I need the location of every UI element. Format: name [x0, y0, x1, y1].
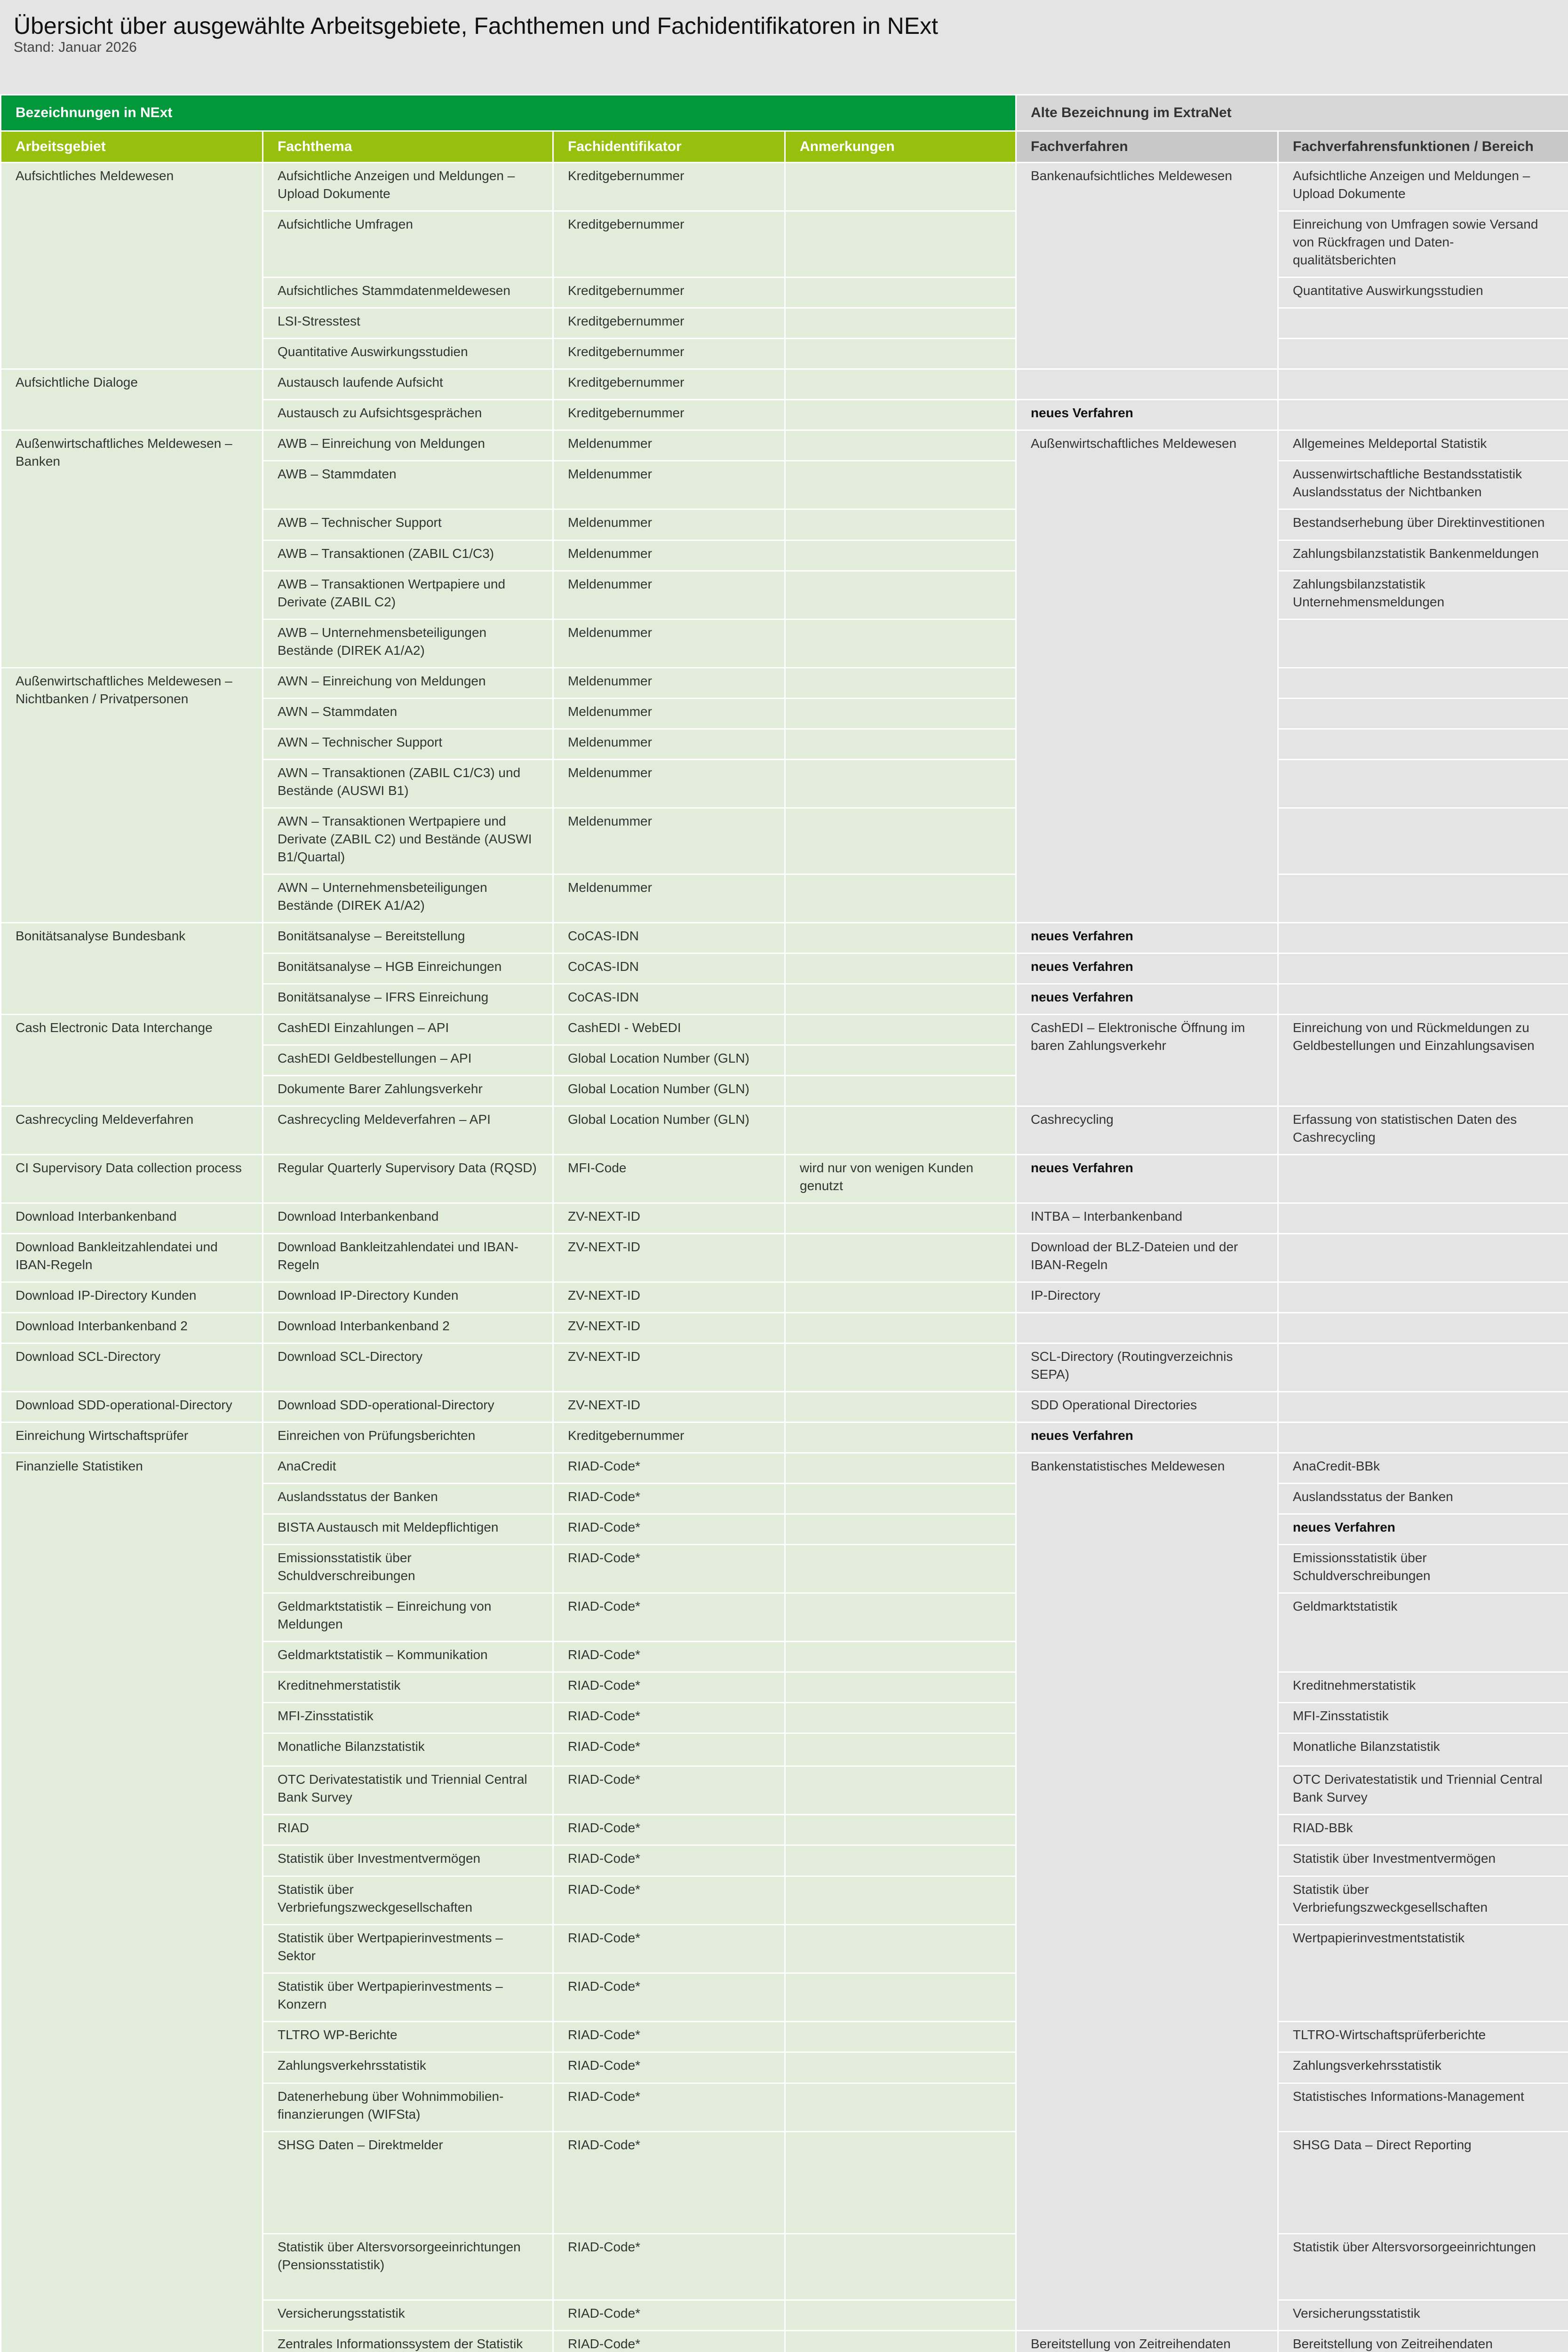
- cell-fachidentifikator: Meldenummer: [553, 430, 785, 461]
- table-row: [1, 1203, 1568, 1234]
- cell-funktionen: [1278, 1422, 1568, 1453]
- cell-fachverfahren: neues Verfahren: [1016, 923, 1278, 954]
- cell-anmerkungen: [785, 339, 1016, 369]
- cell-fachidentifikator: CoCAS-IDN: [553, 984, 785, 1015]
- cell-funktionen: Statistisches Informations-Management: [1278, 2083, 1568, 2132]
- cell-fachidentifikator: RIAD-Code*: [553, 2052, 785, 2083]
- cell-funktionen: [1278, 1155, 1568, 1203]
- page-title: Übersicht über ausgewählte Arbeitsgebiete, Fachthemen und Fachidentifikatoren in NExt: [14, 13, 939, 39]
- cell-fachthema: Geldmarktstatistik – Einreichung von Meldungen: [263, 1593, 553, 1642]
- cell-fachidentifikator: Meldenummer: [553, 620, 785, 668]
- cell-fachthema: Statistik über Wertpapierinvestments – Konzern: [263, 1973, 553, 2022]
- cell-anmerkungen: [785, 2331, 1016, 2352]
- cell-fachthema: Download Bankleitzahlendatei und IBAN-Regeln: [263, 1234, 553, 1282]
- cell-anmerkungen: [785, 1045, 1016, 1076]
- cell-anmerkungen: [785, 1766, 1016, 1815]
- cell-funktionen: neues Verfahren: [1278, 1514, 1568, 1545]
- cell-funktionen: OTC Derivatestatistik und Triennial Central Bank Survey: [1278, 1766, 1568, 1815]
- cell-fachidentifikator: ZV-NEXT-ID: [553, 1234, 785, 1282]
- table-row: [1, 668, 1568, 699]
- cell-fachthema: Download Interbankenband 2: [263, 1313, 553, 1343]
- cell-fachidentifikator: Kreditgebernummer: [553, 400, 785, 430]
- cell-fachidentifikator: CoCAS-IDN: [553, 954, 785, 984]
- cell-funktionen: AnaCredit-BBk: [1278, 1453, 1568, 1484]
- cell-fachthema: Download Interbankenband: [263, 1203, 553, 1234]
- cell-fachidentifikator: RIAD-Code*: [553, 1514, 785, 1545]
- cell-funktionen: Zahlungsverkehrsstatistik: [1278, 2052, 1568, 2083]
- cell-funktionen: Aussenwirtschaftliche Bestandsstatistik Auslandsstatus der Nichtbanken: [1278, 461, 1568, 509]
- cell-fachidentifikator: RIAD-Code*: [553, 1672, 785, 1703]
- cell-funktionen: Erfassung von statistischen Daten des Cashrecycling: [1278, 1106, 1568, 1155]
- cell-fachidentifikator: RIAD-Code*: [553, 1925, 785, 1973]
- cell-funktionen: Geldmarktstatistik: [1278, 1593, 1568, 1672]
- cell-fachidentifikator: RIAD-Code*: [553, 2234, 785, 2300]
- column-header-fachverfahren: Fachverfahren: [1016, 131, 1278, 163]
- cell-fachidentifikator: RIAD-Code*: [553, 1703, 785, 1733]
- cell-fachthema: Statistik über Altersvorsorgeeinrichtungen (Pensionsstatistik): [263, 2234, 553, 2300]
- cell-funktionen: Monatliche Bilanzstatistik: [1278, 1733, 1568, 1766]
- table-row: [1, 1015, 1568, 1045]
- cell-arbeitsgebiet: Außenwirtschaftliches Meldewesen – Nichtbanken / Privatpersonen: [1, 668, 263, 923]
- cell-funktionen: Zahlungsbilanzstatistik Unternehmensmeldungen: [1278, 571, 1568, 620]
- cell-funktionen: [1278, 1234, 1568, 1282]
- cell-fachidentifikator: RIAD-Code*: [553, 1593, 785, 1642]
- cell-anmerkungen: wird nur von wenigen Kunden genutzt: [785, 1155, 1016, 1203]
- cell-fachthema: Download SCL-Directory: [263, 1343, 553, 1392]
- cell-funktionen: [1278, 760, 1568, 808]
- cell-fachthema: AWN – Unternehmensbeteiligungen Bestände (DIREK A1/A2): [263, 874, 553, 923]
- cell-funktionen: [1278, 1392, 1568, 1422]
- table-row: [1, 1453, 1568, 1484]
- cell-fachverfahren: SDD Operational Directories: [1016, 1392, 1278, 1422]
- cell-fachthema: AWB – Transaktionen (ZABIL C1/C3): [263, 540, 553, 571]
- cell-arbeitsgebiet: Außenwirtschaftliches Meldewesen – Banken: [1, 430, 263, 668]
- cell-fachverfahren: [1016, 1313, 1278, 1343]
- cell-fachthema: Einreichen von Prüfungsberichten: [263, 1422, 553, 1453]
- cell-fachthema: Austausch laufende Aufsicht: [263, 369, 553, 400]
- cell-fachidentifikator: CoCAS-IDN: [553, 923, 785, 954]
- cell-anmerkungen: [785, 760, 1016, 808]
- table-body: [1, 163, 1568, 2352]
- cell-fachthema: Download IP-Directory Kunden: [263, 1282, 553, 1313]
- cell-arbeitsgebiet: Einreichung Wirtschaftsprüfer: [1, 1422, 263, 1453]
- cell-fachidentifikator: Meldenummer: [553, 461, 785, 509]
- overview-table: [0, 94, 1568, 2352]
- cell-fachidentifikator: Meldenummer: [553, 874, 785, 923]
- cell-fachidentifikator: Global Location Number (GLN): [553, 1076, 785, 1106]
- cell-anmerkungen: [785, 2234, 1016, 2300]
- cell-anmerkungen: [785, 1593, 1016, 1642]
- cell-fachidentifikator: Global Location Number (GLN): [553, 1106, 785, 1155]
- cell-anmerkungen: [785, 1973, 1016, 2022]
- cell-funktionen: [1278, 339, 1568, 369]
- cell-fachthema: CashEDI Geldbestellungen – API: [263, 1045, 553, 1076]
- cell-anmerkungen: [785, 1703, 1016, 1733]
- cell-anmerkungen: [785, 1392, 1016, 1422]
- cell-fachthema: Auslandsstatus der Banken: [263, 1484, 553, 1514]
- cell-fachidentifikator: Kreditgebernummer: [553, 369, 785, 400]
- cell-fachthema: Versicherungsstatistik: [263, 2300, 553, 2331]
- cell-funktionen: [1278, 954, 1568, 984]
- cell-funktionen: [1278, 923, 1568, 954]
- cell-anmerkungen: [785, 699, 1016, 729]
- cell-funktionen: Zahlungsbilanzstatistik Bankenmeldungen: [1278, 540, 1568, 571]
- cell-fachidentifikator: Meldenummer: [553, 509, 785, 540]
- cell-fachidentifikator: RIAD-Code*: [553, 1453, 785, 1484]
- cell-fachthema: Emissionsstatistik über Schuldverschreibungen: [263, 1545, 553, 1593]
- cell-fachidentifikator: Kreditgebernummer: [553, 211, 785, 278]
- cell-fachverfahren: Außenwirtschaftliches Meldewesen: [1016, 430, 1278, 923]
- cell-fachidentifikator: Kreditgebernummer: [553, 163, 785, 211]
- cell-arbeitsgebiet: Download SDD-operational-Directory: [1, 1392, 263, 1422]
- cell-fachidentifikator: Meldenummer: [553, 760, 785, 808]
- cell-fachthema: RIAD: [263, 1815, 553, 1845]
- cell-funktionen: [1278, 400, 1568, 430]
- cell-funktionen: Statistik über Altersvorsorgeeinrichtungen: [1278, 2234, 1568, 2300]
- cell-fachthema: Bonitätsanalyse – IFRS Einreichung: [263, 984, 553, 1015]
- cell-funktionen: Emissionsstatistik über Schuldverschreibungen: [1278, 1545, 1568, 1593]
- cell-fachthema: Dokumente Barer Zahlungsverkehr: [263, 1076, 553, 1106]
- cell-fachidentifikator: ZV-NEXT-ID: [553, 1313, 785, 1343]
- cell-fachthema: AWB – Unternehmensbeteiligungen Bestände (DIREK A1/A2): [263, 620, 553, 668]
- cell-fachthema: Bonitätsanalyse – Bereitstellung: [263, 923, 553, 954]
- cell-funktionen: Quantitative Auswirkungsstudien: [1278, 278, 1568, 308]
- cell-fachthema: Monatliche Bilanzstatistik: [263, 1733, 553, 1766]
- cell-fachthema: Bonitätsanalyse – HGB Einreichungen: [263, 954, 553, 984]
- page-header: [14, 12, 938, 56]
- cell-anmerkungen: [785, 2022, 1016, 2052]
- column-header-fachthema: Fachthema: [263, 131, 553, 163]
- cell-anmerkungen: [785, 1925, 1016, 1973]
- cell-anmerkungen: [785, 400, 1016, 430]
- cell-fachverfahren: neues Verfahren: [1016, 954, 1278, 984]
- cell-arbeitsgebiet: Aufsichtliches Meldewesen: [1, 163, 263, 369]
- cell-fachthema: AWB – Transaktionen Wertpapiere und Derivate (ZABIL C2): [263, 571, 553, 620]
- cell-fachidentifikator: RIAD-Code*: [553, 1766, 785, 1815]
- cell-anmerkungen: [785, 430, 1016, 461]
- cell-fachverfahren: neues Verfahren: [1016, 400, 1278, 430]
- column-header-fachidentifikator: Fachidentifikator: [553, 131, 785, 163]
- cell-fachthema: Austausch zu Aufsichtsgesprächen: [263, 400, 553, 430]
- cell-fachidentifikator: Meldenummer: [553, 571, 785, 620]
- cell-fachidentifikator: Meldenummer: [553, 699, 785, 729]
- table-row: [1, 1313, 1568, 1343]
- cell-arbeitsgebiet: CI Supervisory Data collection process: [1, 1155, 263, 1203]
- cell-funktionen: MFI-Zinsstatistik: [1278, 1703, 1568, 1733]
- cell-fachthema: AnaCredit: [263, 1453, 553, 1484]
- cell-funktionen: [1278, 1282, 1568, 1313]
- cell-fachthema: OTC Derivatestatistik und Triennial Central Bank Survey: [263, 1766, 553, 1815]
- cell-fachthema: SHSG Daten – Direktmelder: [263, 2132, 553, 2234]
- cell-funktionen: [1278, 984, 1568, 1015]
- cell-fachthema: Statistik über Investmentvermögen: [263, 1845, 553, 1876]
- cell-fachidentifikator: ZV-NEXT-ID: [553, 1343, 785, 1392]
- cell-anmerkungen: [785, 729, 1016, 760]
- cell-fachidentifikator: Kreditgebernummer: [553, 1422, 785, 1453]
- cell-anmerkungen: [785, 1514, 1016, 1545]
- cell-fachthema: LSI-Stresstest: [263, 308, 553, 339]
- cell-fachverfahren: neues Verfahren: [1016, 1422, 1278, 1453]
- cell-arbeitsgebiet: Finanzielle Statistiken: [1, 1453, 263, 2352]
- cell-fachidentifikator: RIAD-Code*: [553, 2083, 785, 2132]
- cell-fachthema: Zahlungsverkehrsstatistik: [263, 2052, 553, 2083]
- cell-arbeitsgebiet: Download Interbankenband: [1, 1203, 263, 1234]
- cell-funktionen: [1278, 620, 1568, 668]
- cell-anmerkungen: [785, 1106, 1016, 1155]
- cell-funktionen: [1278, 668, 1568, 699]
- cell-funktionen: Aufsichtliche Anzeigen und Meldungen – Upload Dokumente: [1278, 163, 1568, 211]
- group-header-next: Bezeichnungen in NExt: [1, 95, 1016, 131]
- cell-arbeitsgebiet: Bonitätsanalyse Bundesbank: [1, 923, 263, 1015]
- cell-anmerkungen: [785, 540, 1016, 571]
- group-header-alt: Alte Bezeichnung im ExtraNet: [1016, 95, 1568, 131]
- cell-fachidentifikator: Meldenummer: [553, 540, 785, 571]
- cell-fachidentifikator: Meldenummer: [553, 808, 785, 874]
- cell-fachverfahren: INTBA – Interbankenband: [1016, 1203, 1278, 1234]
- cell-fachverfahren: [1016, 369, 1278, 400]
- cell-fachverfahren: Bankenaufsichtliches Meldewesen: [1016, 163, 1278, 369]
- cell-fachthema: Quantitative Auswirkungsstudien: [263, 339, 553, 369]
- cell-anmerkungen: [785, 278, 1016, 308]
- cell-funktionen: Versicherungsstatistik: [1278, 2300, 1568, 2331]
- cell-funktionen: RIAD-BBk: [1278, 1815, 1568, 1845]
- cell-fachthema: Download SDD-operational-Directory: [263, 1392, 553, 1422]
- cell-fachthema: AWB – Einreichung von Meldungen: [263, 430, 553, 461]
- table-row: [1, 1282, 1568, 1313]
- cell-fachverfahren: SCL-Directory (Routingverzeichnis SEPA): [1016, 1343, 1278, 1392]
- cell-funktionen: [1278, 369, 1568, 400]
- cell-anmerkungen: [785, 1422, 1016, 1453]
- cell-anmerkungen: [785, 1453, 1016, 1484]
- cell-fachidentifikator: Meldenummer: [553, 668, 785, 699]
- cell-fachverfahren: Bereitstellung von Zeitreihendaten: [1016, 2331, 1278, 2352]
- cell-fachthema: Geldmarktstatistik – Kommunikation: [263, 1642, 553, 1672]
- cell-fachidentifikator: Kreditgebernummer: [553, 278, 785, 308]
- cell-funktionen: [1278, 1343, 1568, 1392]
- cell-fachthema: AWB – Stammdaten: [263, 461, 553, 509]
- cell-funktionen: [1278, 1203, 1568, 1234]
- cell-fachverfahren: Bankenstatistisches Meldewesen: [1016, 1453, 1278, 2331]
- cell-anmerkungen: [785, 308, 1016, 339]
- cell-funktionen: Einreichung von Umfragen sowie Versand von Rückfragen und Daten-qualitätsberichten: [1278, 211, 1568, 278]
- cell-anmerkungen: [785, 1642, 1016, 1672]
- table-row: [1, 430, 1568, 461]
- table-row: [1, 1106, 1568, 1155]
- cell-arbeitsgebiet: Aufsichtliche Dialoge: [1, 369, 263, 430]
- cell-fachverfahren: neues Verfahren: [1016, 1155, 1278, 1203]
- table-row: [1, 1422, 1568, 1453]
- cell-anmerkungen: [785, 369, 1016, 400]
- cell-fachthema: Datenerhebung über Wohnimmobilien-finanzierungen (WIFSta): [263, 2083, 553, 2132]
- table-row: [1, 369, 1568, 400]
- cell-anmerkungen: [785, 163, 1016, 211]
- cell-anmerkungen: [785, 1234, 1016, 1282]
- cell-fachverfahren: CashEDI – Elektronische Öffnung im baren Zahlungsverkehr: [1016, 1015, 1278, 1106]
- cell-fachthema: Statistik über Wertpapierinvestments – Sektor: [263, 1925, 553, 1973]
- cell-fachthema: CashEDI Einzahlungen – API: [263, 1015, 553, 1045]
- cell-fachthema: AWN – Transaktionen (ZABIL C1/C3) und Bestände (AUSWI B1): [263, 760, 553, 808]
- cell-funktionen: Allgemeines Meldeportal Statistik: [1278, 430, 1568, 461]
- cell-anmerkungen: [785, 923, 1016, 954]
- cell-anmerkungen: [785, 620, 1016, 668]
- cell-fachthema: Aufsichtliche Umfragen: [263, 211, 553, 278]
- cell-fachidentifikator: ZV-NEXT-ID: [553, 1203, 785, 1234]
- cell-funktionen: TLTRO-Wirtschaftsprüferberichte: [1278, 2022, 1568, 2052]
- cell-anmerkungen: [785, 984, 1016, 1015]
- cell-funktionen: [1278, 729, 1568, 760]
- cell-fachthema: AWN – Technischer Support: [263, 729, 553, 760]
- cell-anmerkungen: [785, 2052, 1016, 2083]
- cell-anmerkungen: [785, 1733, 1016, 1766]
- cell-fachthema: Zentrales Informationssystem der Statistik: [263, 2331, 553, 2352]
- cell-funktionen: Statistik über Investmentvermögen: [1278, 1845, 1568, 1876]
- cell-fachidentifikator: RIAD-Code*: [553, 1642, 785, 1672]
- cell-fachidentifikator: RIAD-Code*: [553, 1876, 785, 1925]
- cell-funktionen: Statistik über Verbriefungszweckgesellschaften: [1278, 1876, 1568, 1925]
- cell-anmerkungen: [785, 1203, 1016, 1234]
- cell-fachthema: Aufsichtliches Stammdatenmeldewesen: [263, 278, 553, 308]
- cell-fachidentifikator: RIAD-Code*: [553, 1733, 785, 1766]
- cell-funktionen: Wertpapierinvestmentstatistik: [1278, 1925, 1568, 2022]
- cell-funktionen: Auslandsstatus der Banken: [1278, 1484, 1568, 1514]
- cell-fachthema: AWN – Stammdaten: [263, 699, 553, 729]
- cell-funktionen: [1278, 308, 1568, 339]
- cell-funktionen: [1278, 808, 1568, 874]
- cell-fachidentifikator: RIAD-Code*: [553, 1545, 785, 1593]
- page-subtitle: Stand: Januar 2026: [14, 40, 137, 55]
- cell-fachthema: BISTA Austausch mit Meldepflichtigen: [263, 1514, 553, 1545]
- cell-fachthema: MFI-Zinsstatistik: [263, 1703, 553, 1733]
- cell-fachidentifikator: Kreditgebernummer: [553, 339, 785, 369]
- cell-anmerkungen: [785, 2132, 1016, 2234]
- cell-anmerkungen: [785, 954, 1016, 984]
- cell-fachidentifikator: RIAD-Code*: [553, 1815, 785, 1845]
- cell-anmerkungen: [785, 1313, 1016, 1343]
- cell-fachidentifikator: RIAD-Code*: [553, 1973, 785, 2022]
- cell-funktionen: SHSG Data – Direct Reporting: [1278, 2132, 1568, 2234]
- cell-fachthema: AWB – Technischer Support: [263, 509, 553, 540]
- cell-fachidentifikator: CashEDI - WebEDI: [553, 1015, 785, 1045]
- cell-fachidentifikator: RIAD-Code*: [553, 2132, 785, 2234]
- cell-anmerkungen: [785, 1282, 1016, 1313]
- cell-fachidentifikator: RIAD-Code*: [553, 1484, 785, 1514]
- cell-fachverfahren: IP-Directory: [1016, 1282, 1278, 1313]
- cell-funktionen: Bereitstellung von Zeitreihendaten: [1278, 2331, 1568, 2352]
- cell-arbeitsgebiet: Download SCL-Directory: [1, 1343, 263, 1392]
- cell-anmerkungen: [785, 509, 1016, 540]
- cell-arbeitsgebiet: Cashrecycling Meldeverfahren: [1, 1106, 263, 1155]
- cell-anmerkungen: [785, 571, 1016, 620]
- table-row: [1, 923, 1568, 954]
- cell-funktionen: [1278, 1313, 1568, 1343]
- cell-anmerkungen: [785, 1343, 1016, 1392]
- cell-arbeitsgebiet: Download Bankleitzahlendatei und IBAN-Regeln: [1, 1234, 263, 1282]
- cell-fachthema: Regular Quarterly Supervisory Data (RQSD): [263, 1155, 553, 1203]
- cell-anmerkungen: [785, 461, 1016, 509]
- cell-arbeitsgebiet: Download Interbankenband 2: [1, 1313, 263, 1343]
- table-row: [1, 1343, 1568, 1392]
- cell-anmerkungen: [785, 808, 1016, 874]
- cell-funktionen: [1278, 699, 1568, 729]
- cell-fachthema: TLTRO WP-Berichte: [263, 2022, 553, 2052]
- cell-fachidentifikator: RIAD-Code*: [553, 2331, 785, 2352]
- cell-fachthema: AWN – Transaktionen Wertpapiere und Derivate (ZABIL C2) und Bestände (AUSWI B1/Quartal): [263, 808, 553, 874]
- cell-fachidentifikator: MFI-Code: [553, 1155, 785, 1203]
- column-header-arbeitsgebiet: Arbeitsgebiet: [1, 131, 263, 163]
- cell-anmerkungen: [785, 1672, 1016, 1703]
- cell-funktionen: Kreditnehmerstatistik: [1278, 1672, 1568, 1703]
- cell-fachidentifikator: Global Location Number (GLN): [553, 1045, 785, 1076]
- cell-fachthema: Kreditnehmerstatistik: [263, 1672, 553, 1703]
- cell-anmerkungen: [785, 211, 1016, 278]
- cell-fachidentifikator: RIAD-Code*: [553, 2300, 785, 2331]
- cell-anmerkungen: [785, 668, 1016, 699]
- cell-funktionen: Einreichung von und Rückmeldungen zu Geldbestellungen und Einzahlungsavisen: [1278, 1015, 1568, 1106]
- cell-fachthema: AWN – Einreichung von Meldungen: [263, 668, 553, 699]
- cell-anmerkungen: [785, 1015, 1016, 1045]
- cell-funktionen: Bestandserhebung über Direktinvestitionen: [1278, 509, 1568, 540]
- cell-fachverfahren: Cashrecycling: [1016, 1106, 1278, 1155]
- cell-anmerkungen: [785, 1076, 1016, 1106]
- table-row: [1, 163, 1568, 211]
- table-row: [1, 1155, 1568, 1203]
- cell-fachthema: Aufsichtliche Anzeigen und Meldungen – Upload Dokumente: [263, 163, 553, 211]
- cell-anmerkungen: [785, 1484, 1016, 1514]
- cell-fachidentifikator: ZV-NEXT-ID: [553, 1282, 785, 1313]
- cell-anmerkungen: [785, 1845, 1016, 1876]
- cell-arbeitsgebiet: Cash Electronic Data Interchange: [1, 1015, 263, 1106]
- column-header-funktionen: Fachverfahrensfunktionen / Bereich: [1278, 131, 1568, 163]
- cell-anmerkungen: [785, 1876, 1016, 1925]
- cell-anmerkungen: [785, 1545, 1016, 1593]
- cell-fachthema: Statistik über Verbriefungszweckgesellschaften: [263, 1876, 553, 1925]
- column-header-anmerkungen: Anmerkungen: [785, 131, 1016, 163]
- cell-fachverfahren: neues Verfahren: [1016, 984, 1278, 1015]
- cell-fachverfahren: Download der BLZ-Dateien und der IBAN-Regeln: [1016, 1234, 1278, 1282]
- cell-fachidentifikator: Meldenummer: [553, 729, 785, 760]
- cell-anmerkungen: [785, 874, 1016, 923]
- cell-arbeitsgebiet: Download IP-Directory Kunden: [1, 1282, 263, 1313]
- cell-fachidentifikator: RIAD-Code*: [553, 1845, 785, 1876]
- cell-funktionen: [1278, 874, 1568, 923]
- cell-anmerkungen: [785, 2083, 1016, 2132]
- cell-anmerkungen: [785, 2300, 1016, 2331]
- cell-fachidentifikator: ZV-NEXT-ID: [553, 1392, 785, 1422]
- cell-fachthema: Cashrecycling Meldeverfahren – API: [263, 1106, 553, 1155]
- cell-anmerkungen: [785, 1815, 1016, 1845]
- cell-fachidentifikator: RIAD-Code*: [553, 2022, 785, 2052]
- table-row: [1, 1234, 1568, 1282]
- table-row: [1, 1392, 1568, 1422]
- cell-fachidentifikator: Kreditgebernummer: [553, 308, 785, 339]
